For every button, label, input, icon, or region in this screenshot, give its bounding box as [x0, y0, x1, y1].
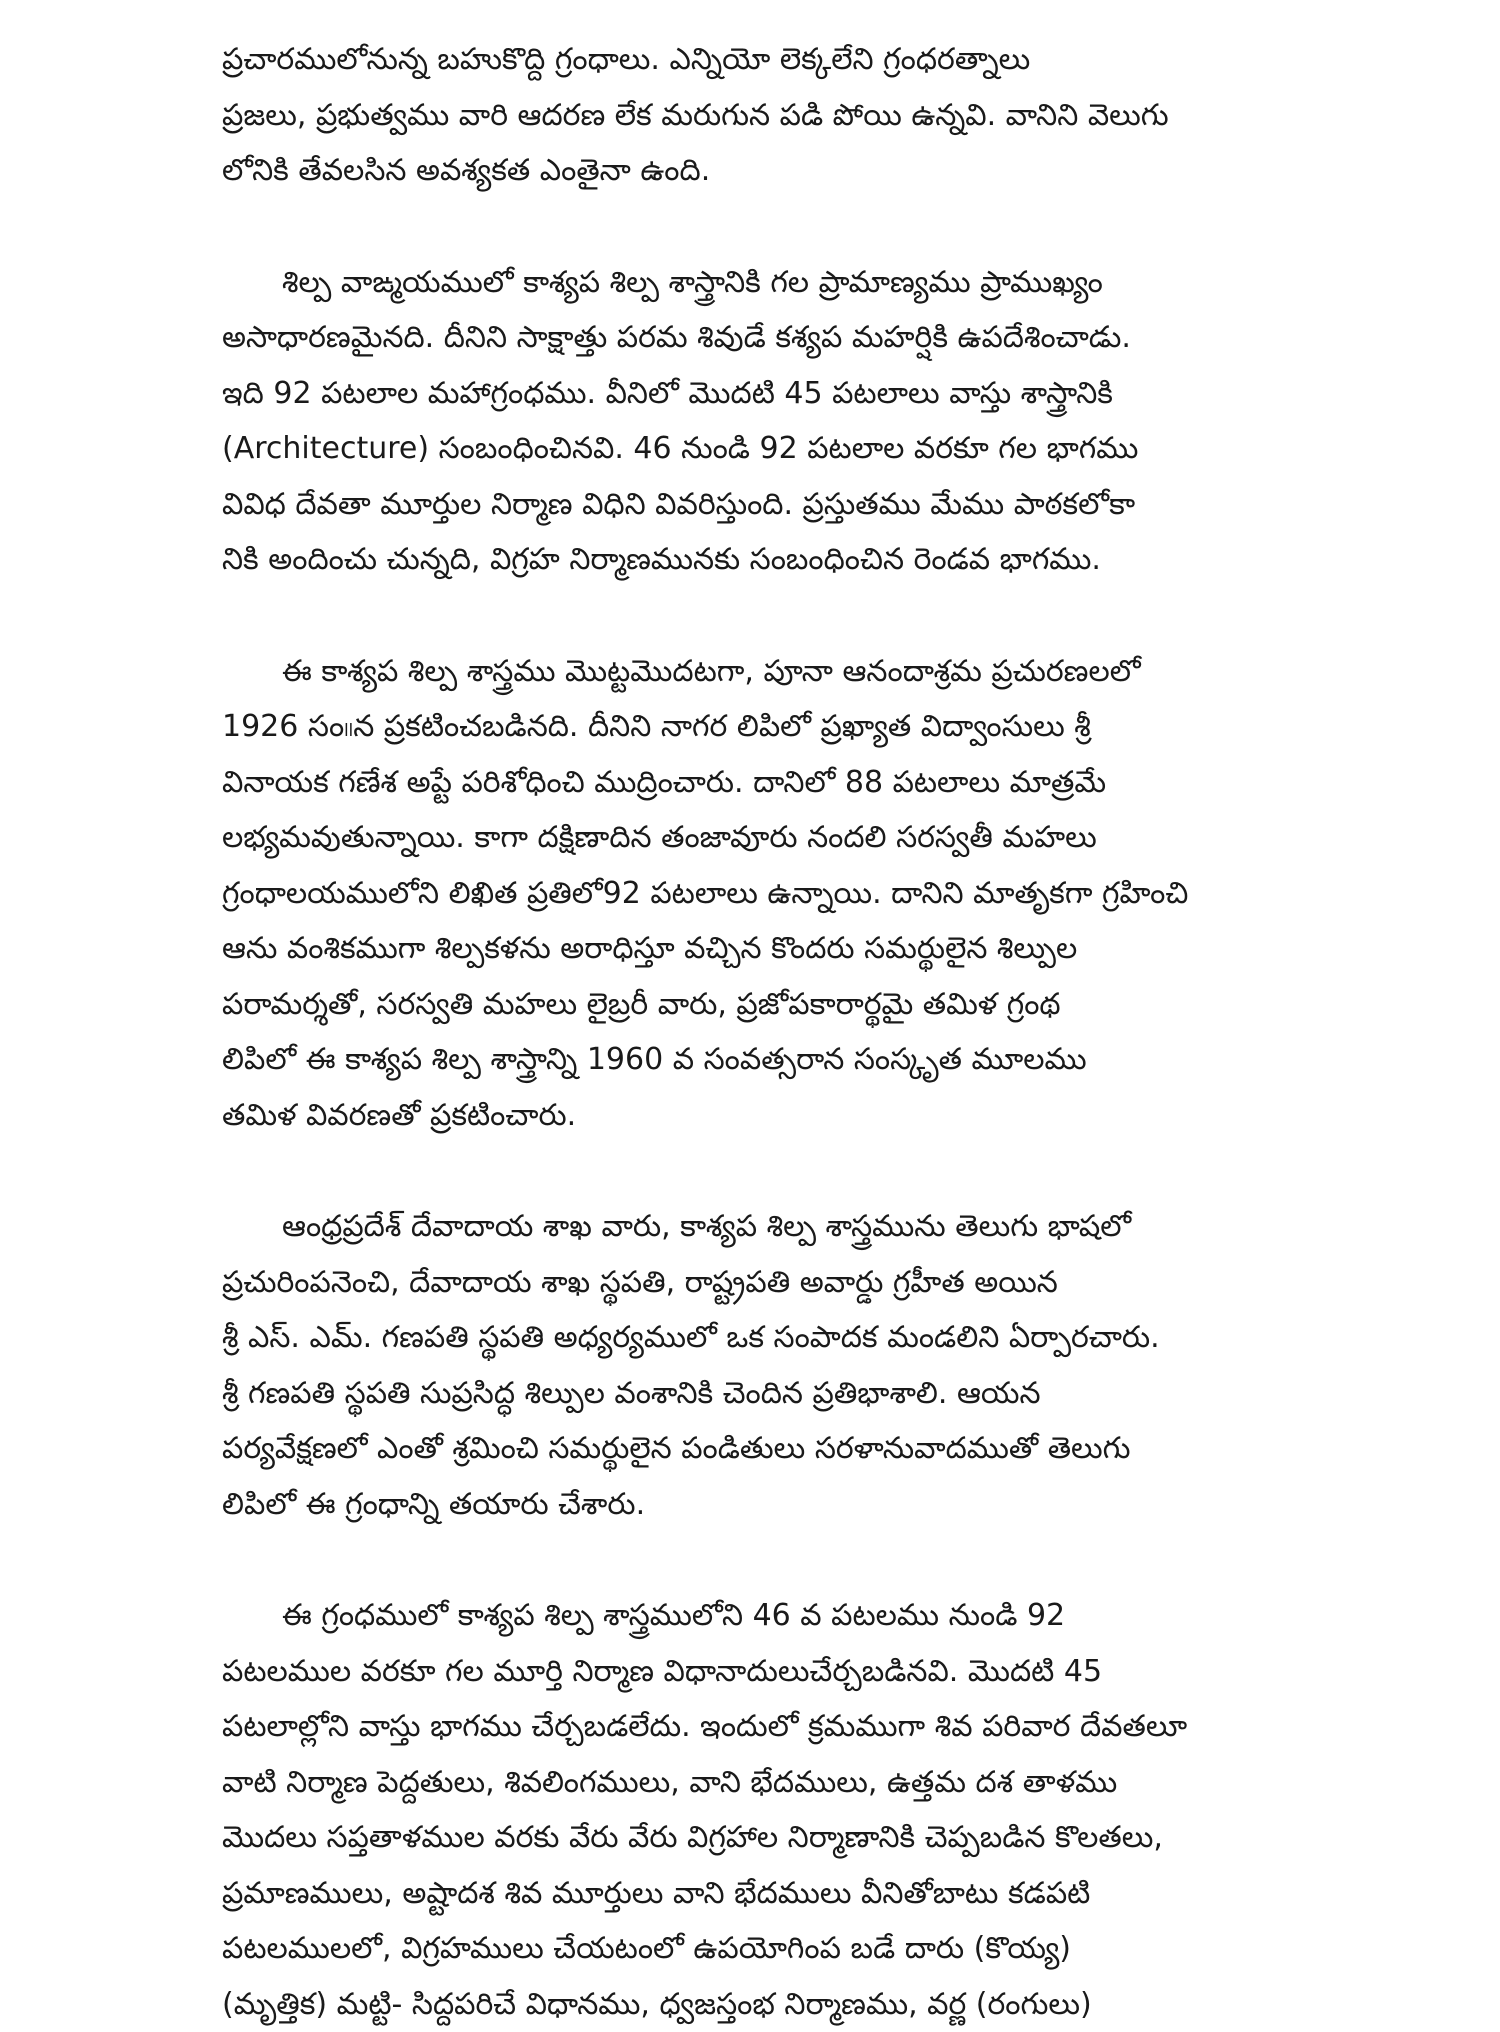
text-line: ప్రచారములోనున్న బహుకొద్ది గ్రంధాలు. ఎన్నియో లెక్కలేని గ్రంధరత్నాలు	[222, 32, 1290, 88]
text-line: లభ్యమవుతున్నాయి. కాగా దక్షిణాదిన తంజావూరు నందలి సరస్వతీ మహలు	[222, 810, 1290, 866]
text-line: పర్యవేక్షణలో ఎంతో శ్రమించి సమర్థులైన పండితులు సరళానువాదముతో తెలుగు	[222, 1421, 1290, 1477]
text-line: ప్రమాణములు, అష్టాదశ శివ మూర్తులు వాని భేదములు వీనితోబాటు కడపటి	[222, 1866, 1290, 1922]
text-line: పటలముల వరకూ గల మూర్తి నిర్మాణ విధానాదులుచేర్చబడినవి. మొదటి 45	[222, 1644, 1290, 1700]
paragraph-3	[222, 644, 1290, 1144]
text-line: శిల్ప వాఙ్మయములో కాశ్యప శిల్ప శాస్త్రానికి గల ప్రామాణ్యము ప్రాముఖ్యం	[222, 255, 1290, 311]
paragraph-4	[222, 1199, 1290, 1532]
text-line: ఆంధ్రప్రదేశ్ దేవాదాయ శాఖ వారు, కాశ్యప శిల్ప శాస్త్రమును తెలుగు భాషలో	[222, 1199, 1290, 1255]
text-line: ఆను వంశికముగా శిల్పకళను అరాధిస్తూ వచ్చిన కొందరు సమర్థులైన శిల్పుల	[222, 921, 1290, 977]
paragraph-1	[222, 32, 1290, 199]
text-line: అసాధారణమైనది. దీనిని సాక్షాత్తు పరమ శివుడే కశ్యప మహర్షికి ఉపదేశించాడు.	[222, 310, 1290, 366]
text-line: ప్రచురింపనెంచి, దేవాదాయ శాఖ స్థపతి, రాష్ట్రపతి అవార్డు గ్రహీత అయిన	[222, 1255, 1290, 1311]
text-line: లోనికి తేవలసిన అవశ్యకత ఎంతైనా ఉంది.	[222, 143, 1290, 199]
text-line: (మృత్తిక) మట్టి- సిద్దపరిచే విధానము, ధ్వజస్తంభ నిర్మాణము, వర్ణ (రంగులు)	[222, 1977, 1290, 2032]
text-line: వినాయక గణేశ అప్టే పరిశోధించి ముద్రించారు. దానిలో 88 పటలాలు మాత్రమే	[222, 755, 1290, 811]
text-line: మొదలు సప్తతాళముల వరకు వేరు వేరు విగ్రహాల నిర్మాణానికి చెప్పబడిన కొలతలు,	[222, 1810, 1290, 1866]
text-line: వివిధ దేవతా మూర్తుల నిర్మాణ విధిని వివరిస్తుంది. ప్రస్తుతము మేము పాఠకలోకా	[222, 477, 1290, 533]
text-line: లిపిలో ఈ గ్రంధాన్ని తయారు చేశారు.	[222, 1477, 1290, 1533]
text-line: లిపిలో ఈ కాశ్యప శిల్ప శాస్త్రాన్ని 1960 వ సంవత్సరాన సంస్కృత మూలము	[222, 1032, 1290, 1088]
text-line: శ్రీ గణపతి స్థపతి సుప్రసిద్ధ శిల్పుల వంశానికి చెందిన ప్రతిభాశాలి. ఆయన	[222, 1366, 1290, 1422]
text-line: వాటి నిర్మాణ పెద్దతులు, శివలింగములు, వాని భేదములు, ఉత్తమ దశ తాళము	[222, 1755, 1290, 1811]
text-line: ఇది 92 పటలాల మహాగ్రంధము. వీనిలో మొదటి 45 పటలాలు వాస్తు శాస్త్రానికి	[222, 366, 1290, 422]
text-line: ప్రజలు, ప్రభుత్వము వారి ఆదరణ లేక మరుగున పడి పోయి ఉన్నవి. వానిని వెలుగు	[222, 88, 1290, 144]
text-line: ఈ కాశ్యప శిల్ప శాస్త్రము మొట్టమొదటగా, పూనా ఆనందాశ్రమ ప్రచురణలలో	[222, 644, 1290, 700]
text-line: గ్రంధాలయములోని లిఖిత ప్రతిలో92 పటలాలు ఉన్నాయి. దానిని మాతృకగా గ్రహించి	[222, 866, 1290, 922]
paragraph-5	[222, 1588, 1290, 2032]
text-line: నికి అందించు చున్నది, విగ్రహ నిర్మాణమునకు సంబంధించిన రెండవ భాగము.	[222, 532, 1290, 588]
text-line: శ్రీ ఎస్. ఎమ్. గణపతి స్థపతి అధ్యర్యములో ఒక సంపాదక మండలిని ఏర్పారచారు.	[222, 1310, 1290, 1366]
text-line: ఈ గ్రంధములో కాశ్యప శిల్ప శాస్త్రములోని 46 వ పటలము నుండి 92	[222, 1588, 1290, 1644]
text-line: పరామర్శతో, సరస్వతి మహలు లైబ్రరీ వారు, ప్రజోపకారార్థమై తమిళ గ్రంథ	[222, 977, 1290, 1033]
text-line: తమిళ వివరణతో ప్రకటించారు.	[222, 1088, 1290, 1144]
paragraph-2	[222, 255, 1290, 588]
text-line: 1926 సం။న ప్రకటించబడినది. దీనిని నాగర లిపిలో ప్రఖ్యాత విద్వాంసులు శ్రీ	[222, 699, 1290, 755]
text-line: పటలములలో, విగ్రహములు చేయటంలో ఉపయోగింప బడే దారు (కొయ్య)	[222, 1921, 1290, 1977]
text-line: పటలాల్లోని వాస్తు భాగము చేర్చబడలేదు. ఇందులో క్రమముగా శివ పరివార దేవతలూ	[222, 1699, 1290, 1755]
text-line: (Architecture) సంబంధించినవి. 46 నుండి 92 పటలాల వరకూ గల భాగము	[222, 421, 1290, 477]
document-page	[222, 32, 1290, 1982]
